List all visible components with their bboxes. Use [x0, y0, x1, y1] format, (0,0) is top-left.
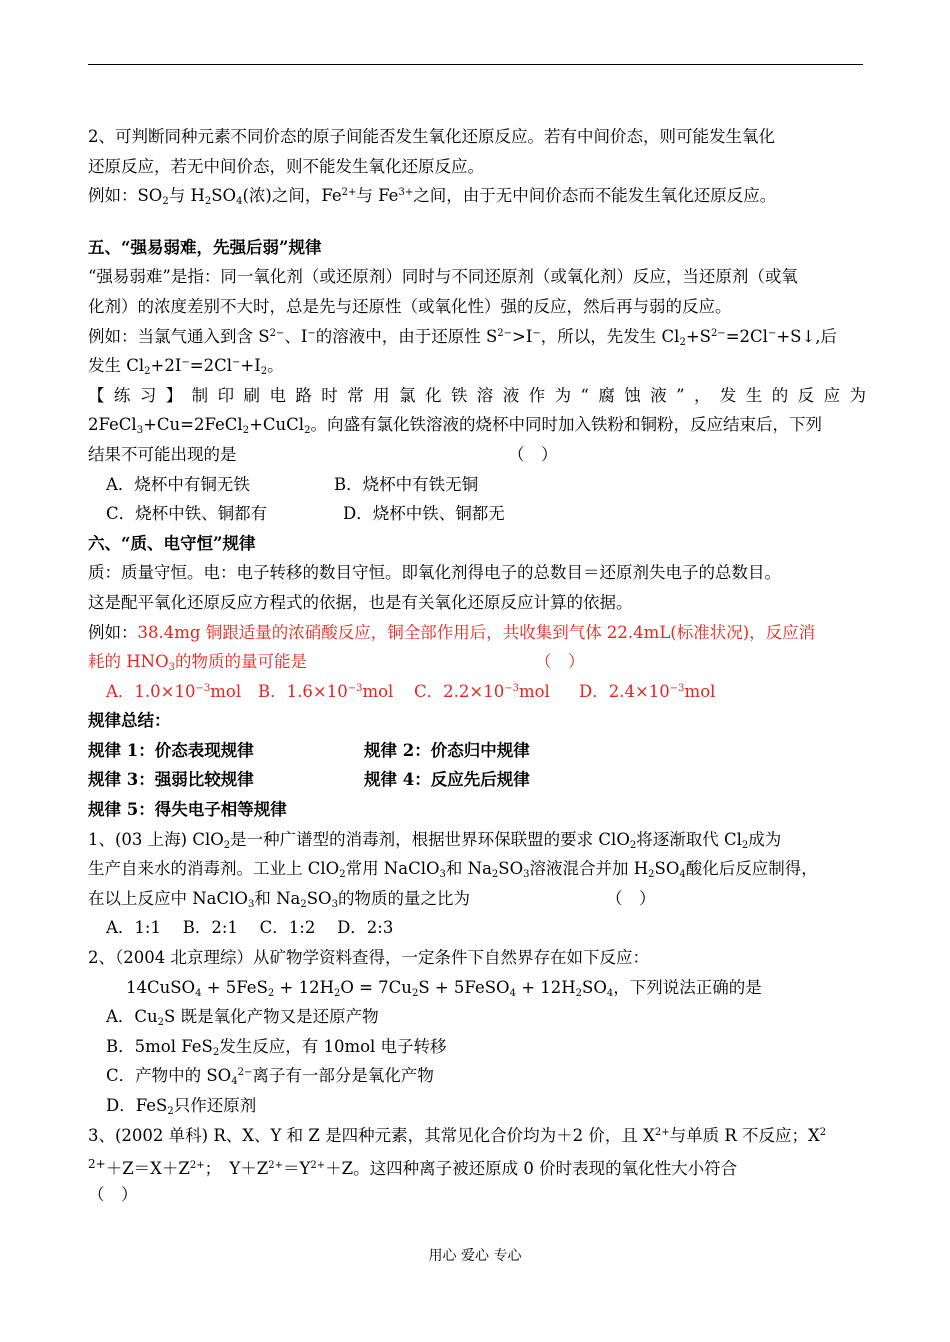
para-line: 还原反应，若无中间价态，则不能发生氧化还原反应。 [88, 156, 484, 176]
practice-line: 【练习】制印刷电路时常用氯化铁溶液作为“腐蚀液”，发生的反应为 [88, 385, 866, 405]
answer-paren: （ ） [508, 444, 558, 464]
option-row [88, 470, 866, 500]
question-line: 生产自来水的消毒剂。工业上 ClO$_2$常用 NaClO$_3$和 $Na_2SO_3$溶液混合并加 $H_2SO_4$酸化后反应制得， [88, 859, 818, 881]
option-a: A．$1.0\times 10^{-3}mol$ [106, 681, 242, 701]
summary-title: 规律总结： [88, 711, 171, 731]
para-line: 质：质量守恒。电：电子转移的数目守恒。即氧化剂得电子的总数目＝还原剂失电子的总数目。 [88, 563, 781, 583]
para-line: “强易弱难”是指：同一氧化剂（或还原剂）同时与不同还原剂（或氧化剂）反应，当还原剂（或氧 [88, 267, 798, 287]
para-line: 这是配平氧化还原反应方程式的依据，也是有关氧化还原反应计算的依据。 [88, 592, 633, 612]
example-line: 例如：当氯气通入到含 $S^{2-}$、I−的溶液中，由于还原性 $S^{2-}>I^-$，所以，先发生 $Cl_2+S^{2-}=2Cl^-+S↓$,后 [88, 326, 838, 348]
option-d: D．烧杯中铁、铜都无 [343, 504, 505, 524]
option-c: C．$2.2\times 10^{-3}mol$ [414, 681, 550, 701]
summary-row: 规律 5：得失电子相等规律 [88, 800, 287, 820]
practice-line: 2FeCl$_3$+Cu=2FeCl$_2$+CuCl$_2$。向盛有氯化铁溶液的烧杯中同时加入铁粉和铜粉，反应结束后，下列 [88, 415, 822, 437]
option-b: B．烧杯中有铁无铜 [334, 474, 479, 494]
option-a: A．烧杯中有铜无铁 [106, 474, 250, 494]
section-title: 五、“强易弱难，先强后弱”规律 [88, 237, 322, 257]
example-line: 例如：38.4mg 铜跟适量的浓硝酸反应，铜全部作用后，共收集到气体 22.4mL(标准状况)，反应消 [88, 622, 816, 642]
option-a: A．$Cu_2S$ 既是氧化产物又是还原产物 [106, 1007, 379, 1029]
practice-line: 结果不可能出现的是 （ ） [88, 440, 866, 470]
question-line: 1、(03 上海) ClO$_2$是一种广谱型的消毒剂，根据世界环保联盟的要求 ClO$_2$将逐渐取代 $Cl_2$成为 [88, 829, 782, 851]
example-line: 发生 $Cl_2+2I^-=2Cl^-+I_2$。 [88, 356, 284, 378]
page-footer: 用心 爱心 专心 [428, 1248, 522, 1264]
option-row [88, 677, 866, 707]
option-d: D．$2.4\times 10^{-3}mol$ [579, 681, 716, 701]
answer-paren: （ ） [88, 1184, 138, 1204]
option-row: A．1:1 B．2:1 C．1:2 D．2:3 [106, 918, 394, 938]
para-line: 2、可判断同种元素不同价态的原子间能否发生氧化还原反应。若有中间价态，则可能发生氧化 [88, 127, 775, 146]
equation-line: 14CuSO$_4$ + $5FeS_2 + 12H_2O = 7Cu_2S$ + 5FeSO$_4$ + $12H_2SO_4$，下列说法正确的是 [126, 977, 762, 999]
question-line: $^{2+}+Z=X+Z^{2+}$； $Y+Z^{2+}=Y^{2+}+Z$。这四种离子被还原成 0 价时表现的氧化性大小符合 [88, 1157, 738, 1179]
header-rule [88, 64, 863, 65]
summary-row: 规律 1：价态表现规律 规律 2：价态归中规律 [88, 740, 530, 760]
question-line: 3、(2002 单科) R、X、Y 和 Z 是四种元素，其常见化合价均为＋2 价，且 $X^{2+}$与单质 R 不反应；$X^2$ [88, 1125, 827, 1145]
question-line: 在以上反应中 NaClO$_3$和 $Na_2SO_3$的物质的量之比为 （ ） [88, 884, 866, 914]
example-line: 耗的 $HNO_3$的物质的量可能是 （ ） [88, 647, 866, 677]
answer-paren: （ ） [535, 652, 585, 672]
question-line: 2、（2004 北京理综）从矿物学资料查得，一定条件下自然界存在如下反应： [88, 948, 649, 968]
option-c: C．产物中的 $SO_4^{2-}$离子有一部分是氧化产物 [106, 1066, 434, 1088]
document-body [88, 122, 866, 1209]
answer-paren: （ ） [606, 888, 656, 908]
option-c: C．烧杯中铁、铜都有 [106, 504, 268, 524]
option-b: B．$1.6\times 10^{-3}mol$ [258, 681, 394, 701]
option-row [88, 499, 866, 529]
option-b: B．5mol FeS$_2$发生反应，有 10mol 电子转移 [106, 1036, 447, 1058]
para-line: 化剂）的浓度差别不大时，总是先与还原性（或氧化性）强的反应，然后再与弱的反应。 [88, 296, 732, 316]
option-d: D．FeS$_2$只作还原剂 [106, 1096, 257, 1117]
summary-row: 规律 3：强弱比较规律 规律 4：反应先后规律 [88, 770, 530, 790]
example-line: 例如：$SO_2$与 $H_2SO_4$(浓)之间，$Fe^{2+}$与 $Fe^{3+}$之间，由于无中间价态而不能发生氧化还原反应。 [88, 186, 777, 208]
section-title: 六、“质、电守恒”规律 [88, 533, 256, 553]
